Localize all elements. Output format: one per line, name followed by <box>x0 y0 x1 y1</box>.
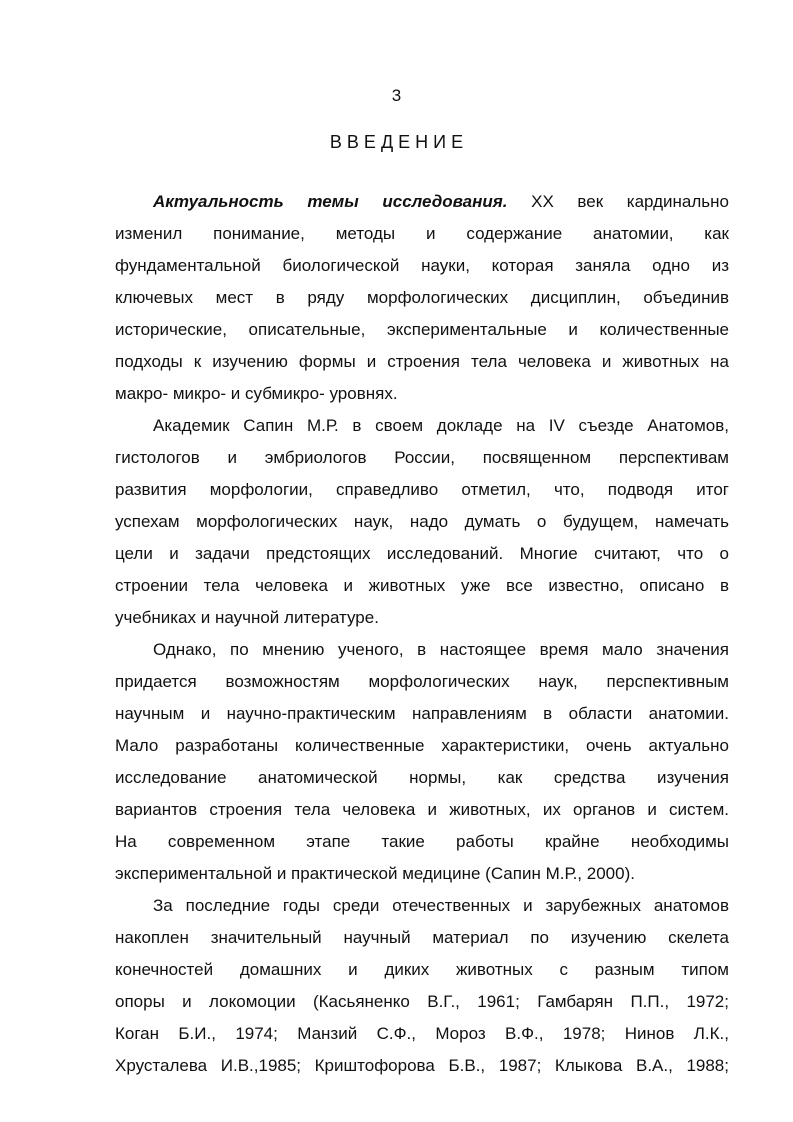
paragraph-line: Мало разработаны количественные характеристики, очень актуально <box>115 736 729 755</box>
paragraph-line: подходы к изучению формы и строения тела человека и животных на <box>115 352 729 371</box>
paragraph-line: исследование анатомической нормы, как средства изучения <box>115 768 729 787</box>
paragraph-line: накоплен значительный научный материал по изучению скелета <box>115 928 729 947</box>
paragraph-line: учебниках и научной литературе. <box>115 608 379 627</box>
paragraph-relevance <box>115 186 729 410</box>
document-body <box>115 186 729 1082</box>
paragraph-line: фундаментальной биологической науки, которая заняла одно из <box>115 256 729 275</box>
paragraph-line: На современном этапе такие работы крайне необходимы <box>115 832 729 851</box>
relevance-lead: Актуальность темы исследования. <box>153 192 508 211</box>
paragraph-line: вариантов строения тела человека и животных, их органов и систем. <box>115 800 729 819</box>
paragraph-line: цели и задачи предстоящих исследований. Многие считают, что о <box>115 544 729 563</box>
paragraph-line: макро- микро- и субмикро- уровнях. <box>115 384 398 403</box>
paragraph-line <box>115 186 729 218</box>
paragraph-recent-studies <box>115 890 729 1082</box>
paragraph-line: Однако, по мнению ученого, в настоящее время мало значения <box>153 640 729 659</box>
paragraph-line: Академик Сапин М.Р. в своем докладе на IV съезде Анатомов, <box>153 416 729 435</box>
paragraph-line: развития морфологии, справедливо отметил, что, подводя итог <box>115 480 729 499</box>
paragraph-line: успехам морфологических наук, надо думать о будущем, намечать <box>115 512 729 531</box>
paragraph-sapin-report <box>115 410 729 634</box>
paragraph-line: За последние годы среди отечественных и зарубежных анатомов <box>153 896 729 915</box>
paragraph-line: гистологов и эмбриологов России, посвященном перспективам <box>115 448 729 467</box>
paragraph-line: Хрусталева И.В.,1985; Криштофорова Б.В., 1987; Клыкова В.А., 1988; <box>115 1056 729 1075</box>
paragraph-line: опоры и локомоции (Касьяненко В.Г., 1961; Гамбарян П.П., 1972; <box>115 992 729 1011</box>
paragraph-line: научным и научно-практическим направлениям в области анатомии. <box>115 704 729 723</box>
paragraph-opinion <box>115 634 729 890</box>
paragraph-line: строении тела человека и животных уже все известно, описано в <box>115 576 729 595</box>
paragraph-line: изменил понимание, методы и содержание анатомии, как <box>115 224 729 243</box>
section-heading: ВВЕДЕНИЕ <box>329 132 469 152</box>
paragraph-line: Коган Б.И., 1974; Манзий С.Ф., Мороз В.Ф., 1978; Нинов Л.К., <box>115 1024 729 1043</box>
page-number: 3 <box>391 86 402 105</box>
paragraph-line: ключевых мест в ряду морфологических дисциплин, объединив <box>115 288 729 307</box>
relevance-line-text: XX век кардинально <box>507 192 729 211</box>
paragraph-line: конечностей домашних и диких животных с разным типом <box>115 960 729 979</box>
paragraph-line: экспериментальной и практической медицине (Сапин М.Р., 2000). <box>115 864 635 883</box>
paragraph-line: придается возможностям морфологических наук, перспективным <box>115 672 729 691</box>
paragraph-line: исторические, описательные, экспериментальные и количественные <box>115 320 729 339</box>
